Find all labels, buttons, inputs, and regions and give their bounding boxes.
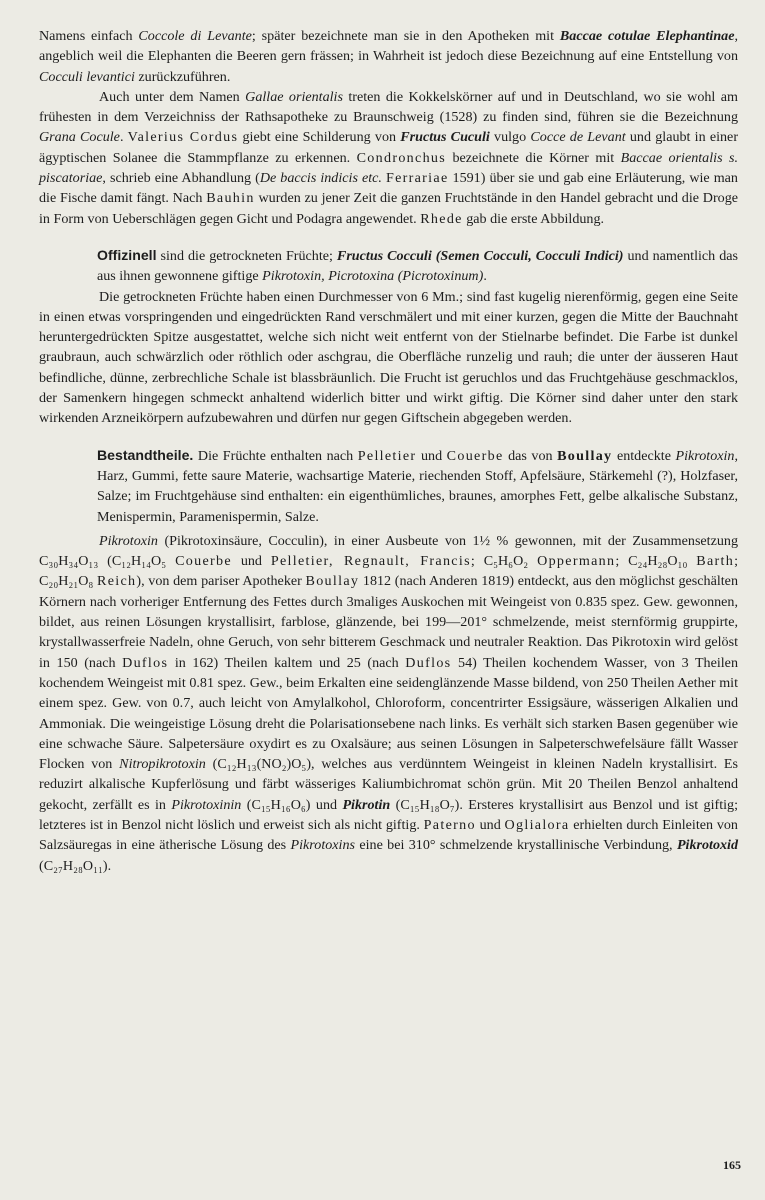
page-number: 165 [723,1158,741,1172]
paragraph-description [39,287,738,429]
author-name: Bauhin [206,190,255,207]
author-name: Couerbe [175,553,232,570]
text: ), von dem pariser Apotheker [136,573,306,590]
author-name: Ferrariae [385,170,449,187]
text: giebt eine Schilderung von [238,129,401,146]
section-heading: Bestandtheile. [97,446,194,463]
text: . [119,129,128,146]
text: wurden zu jener Zeit die ganzen Fruchtstände in den Handel gebracht und die Droge in Form von Ueberschlägen gegen Gicht und Podagra angewendet. [39,190,739,227]
text: erhielten durch Einleiten von Salzsäuregas in eine ätherische Lösung des [39,816,738,854]
formula: (C₂₇H₂₈O₁₁) [39,857,108,874]
text: und glaubt in einer ägyptischen Solanee die Stammpflanze zu erkennen. [39,129,739,166]
text: ; [470,553,484,570]
text: 1591) über sie und gab eine Erläuterung, wie man die Fische damit fängt. Nach [39,170,738,207]
text: in 162) Theilen kaltem und 25 (nach [168,654,406,671]
paragraph-bestandtheile [39,445,738,527]
text: ; später bezeichnete man sie in den Apotheken mit [251,28,560,44]
formula: 1½ % [472,532,509,549]
italic-term: Cocce de Levant [530,129,626,146]
text: ; [734,553,739,570]
italic-term: Gallae orientalis [245,88,343,105]
author-name: Condronchus [356,149,447,166]
text: ; [615,553,629,570]
formula: (C₁₅H₁₆O₆) [246,796,311,813]
italic-term: Grana Cocule [39,129,120,146]
text: und [231,553,271,570]
text: 1812 (nach Anderen 1819) entdeckt, aus den möglichst geschälten Körnern nach vorheriger Entfernung des Fettes durch 3maliges Auskochen mit Weingeist von 0.835 spez. Gew. gewonnen, bildet, aus reinen Lösungen krystallisirt, farblose, glänzende, bei 199—201° schmelzende, meist sternförmig gruppirte, krystallwasserfreie Nadeln, ohne Geruch, von sehr bitterem Geschmack und neutraler Reaktion. Das Pikrotoxin wird gelöst in 150 (nach [39,573,738,671]
text: , Harz, Gummi, fette saure Materie, wachsartige Materie, riechenden Stoff, Apfelsäure, Stärkemehl (?), Holzfaser, Salze; im Fruchtgehäuse sind enthalten: ein eigenthümliches, braunes, amorphes Fett, gelbe alkalische Substanz, Menispermin, Paramenispermin, Salze. [97,447,739,525]
paragraph-offizinell [39,245,738,287]
text: zurückzuführen. [134,68,231,85]
author-name: Boullay [305,573,360,590]
author-name: Valerius Cordus [127,129,239,146]
text: 54) Theilen kochendem Wasser, von 3 Theilen kochendem Weingeist mit 0.81 spez. Gew., beim Erkalten eine seidenglänzende Masse bildend, von 250 Theilen Aether mit einem spez. Gew. von 0.7, auch leicht von Amylalkohol, Chloroform, concentrirter Essigsäure, wässerigen Alkalien und Ammoniak. Die weingeistige Lösung dreht die Polarisationsebene nach links. Es verhält sich starken Basen gegenüber wie eine schwache Säure. Salpetersäure oxydirt es zu Oxalsäure; aus seinen Lösungen in Salpeterschwefelsäure fällt Wasser Flocken von [39,654,738,773]
italic-term: Pikrotoxin [99,532,158,549]
author-name: Duflos [405,654,452,671]
italic-term: Pikrotoxin, Picrotoxina (Picrotoxinum) [262,268,484,285]
text: . Ersteres krystallisirt aus Benzol und ist giftig; letzteres ist in Benzol nicht löslich und erweist sich als nicht giftig. [39,796,738,833]
formula: C₅H₆O₂ [483,553,529,570]
text: sind die getrockneten Früchte; [156,247,337,264]
italic-term: Cocculi levantici [39,68,135,85]
author-name: Rhede [420,210,463,227]
italic-term: Coccole di Levante [138,28,252,44]
text: und [416,447,447,464]
formula: C₂₀H₂₁O₈ [39,573,94,590]
paragraph-origin-names [39,26,738,87]
text: gewonnen, mit der Zusammensetzung [508,532,738,549]
text [166,553,175,569]
text: (Pikrotoxinsäure, Cocculin), in einer Ausbeute von [157,532,473,549]
text: und [475,816,505,833]
formula: (C₁₅H₁₈O₇) [395,796,460,813]
formula: (C₁₂H₁₃(NO₂)O₅) [212,756,312,773]
text: , schrieb eine Abhandlung ( [102,170,260,187]
paragraph-pikrotoxin [39,531,738,876]
author-name: Pelletier, Regnault, Francis [270,553,471,570]
text: vulgo [489,129,531,146]
text [528,553,537,569]
section-heading: Offizinell [97,246,157,263]
author-name: Reich [97,573,137,590]
italic-term: Pikrotoxin [675,447,735,464]
italic-term: Baccae cotulae Elephantinae [559,28,735,44]
italic-term: Pikrotin [342,796,391,813]
text: . [107,857,112,874]
author-name: Oglialora [504,816,570,833]
text: entdeckte [612,447,676,464]
text [687,553,696,569]
text: bezeichnete die Körner mit [446,149,621,166]
text: Auch unter dem Namen [99,88,246,105]
text: gab die erste Abbildung. [462,210,605,227]
text: . [483,268,487,285]
italic-term: Baccae orientalis s. piscatoriae [39,149,738,187]
author-name: Duflos [122,654,169,671]
italic-term: Fructus Cuculi [400,129,490,146]
formula: C₃₀H₃₄O₁₃ (C₁₂H₁₄O₅ [39,553,167,570]
formula: C₂₄H₂₈O₁₀ [628,553,688,570]
text: eine bei 310° schmelzende krystallinische Verbindung, [355,837,677,854]
text: Namens einfach [39,28,139,44]
text: Die getrockneten Früchte haben einen Durchmesser von 6 Mm.; sind fast kugelig nierenförmig, gegen eine Seite in einen etwas vorspringenden und eingedrückten Rand verschmälert und mit einer kurzen, gegen die Mitte der Bauchnaht heruntergedrückten Spitze ausgestattet, welche sich nicht weit entfernt von der Stielnarbe befindet. Die Farbe ist dunkel graubraun, auch schwärzlich oder röthlich oder aschgrau, die Oberfläche runzelig und rauh; die unter der äusseren Haut befindliche, dünne, zerbrechliche Schale ist blassbräunlich. Die Frucht ist geruchlos und das Fruchtgehäuse geschmacklos, der Samenkern hingegen schmeckt anhaltend widerlich bitter und wirkt giftig. Die Körner sind daher unter den stark wirkenden Arzneikörpern aufzubewahren und dürfen nur gegen Giftschein abgegeben werden. [39,288,738,427]
italic-term: Fructus Cocculi (Semen Cocculi, Cocculi Indici) [336,247,624,264]
author-name: Pelletier [357,447,417,464]
author-name: Barth [696,553,735,570]
author-name: Paterno [423,816,476,833]
text: , welches aus verdünntem Weingeist in kleinen Nadeln krystallisirt. Es reduzirt alkalische Kupferlösung und färbt wässeriges Kaliumbichromat schön grün. Mit 20 Theilen Benzol anhaltend gekocht, zerfällt es in [39,756,739,813]
text [206,756,213,772]
text: treten die Kokkelskörner auf und in Deutschland, wo sie wohl am frühesten in dem Verzeichniss der Rathsapotheke zu Braunschweig (1528) zu finden sind, führen sie die Bezeichnung [39,88,738,126]
italic-term: Pikrotoxinin [171,796,242,813]
text: , angeblich weil die Elephanten die Beeren gern frässen; in Wahrheit ist jedoch diese Bezeichnung auf eine Entstellung von [39,28,738,65]
author-name: Oppermann [537,553,616,570]
text: und namentlich das aus ihnen gewonnene giftige [97,247,738,285]
text: Die Früchte enthalten nach [193,447,358,464]
author-name: Couerbe [446,447,504,464]
text: das von [503,447,558,464]
italic-term: Pikrotoxins [290,837,355,854]
italic-term: De baccis indicis etc. [259,170,382,187]
text: und [310,796,343,813]
author-name: Boullay [557,447,613,464]
paragraph-history [39,87,738,229]
italic-term: Nitropikrotoxin [119,756,206,773]
italic-term: Pikrotoxid [676,837,739,854]
